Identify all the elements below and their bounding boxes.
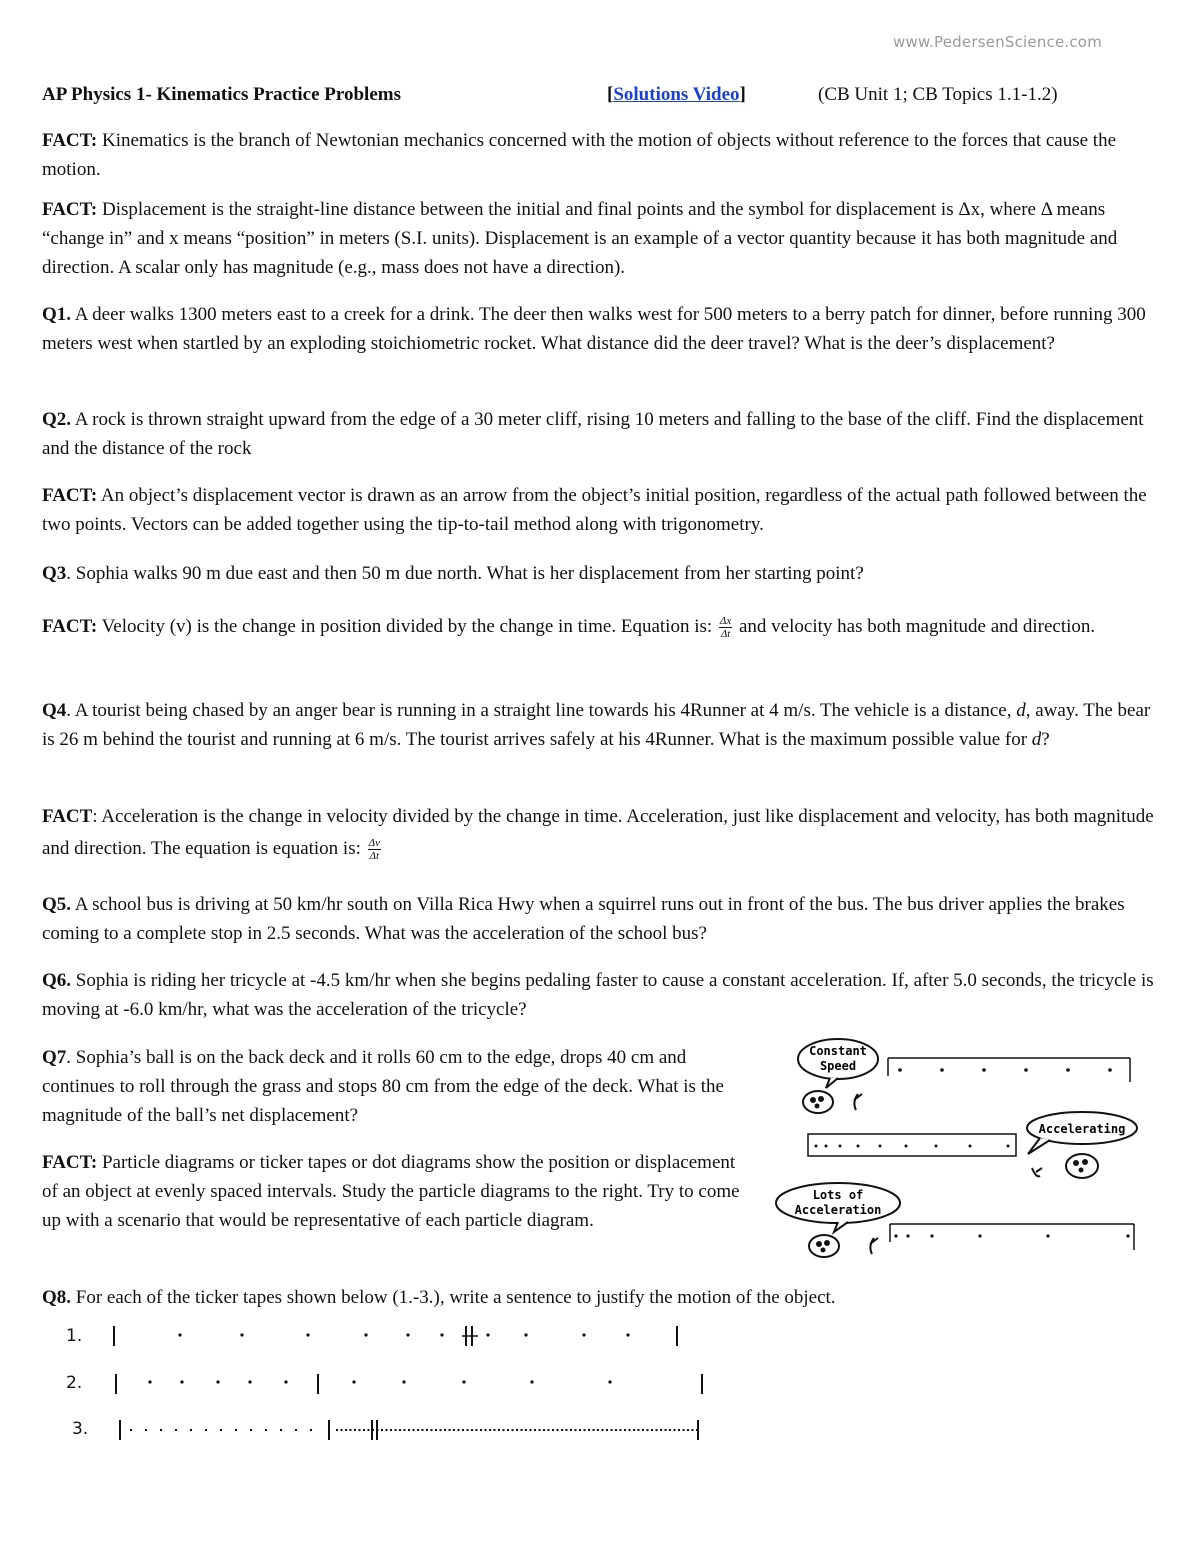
tape-2-label: 2. — [66, 1373, 83, 1393]
question-3 — [42, 559, 1158, 588]
question-text: Sophia is riding her tricycle at -4.5 km/hr when she begins pedaling faster to cause a constant acceleration. If, after 5.0 seconds, the tricycle is moving at -6.0 km/hr, what was the acceleration of the tricycle? — [42, 970, 1154, 1020]
fraction-numerator: Δv — [368, 837, 380, 850]
fact-label: FACT: — [42, 1152, 98, 1173]
fact-text: Particle diagrams or ticker tapes or dot diagrams show the position or displacement of an object at evenly spaced intervals. Study the particle diagrams to the right. Try to come up with a scenario that would be representative of each particle diagram. — [42, 1152, 740, 1231]
bubble-text: Speed — [819, 1059, 857, 1073]
fact-text: Velocity (v) is the change in position divided by the change in time. Equation is: — [97, 616, 717, 637]
bubble-text: Accelerating — [1038, 1122, 1126, 1136]
question-1 — [42, 300, 1158, 358]
question-text: . Sophia’s ball is on the back deck and it rolls 60 cm to the edge, drops 40 cm and continues to roll through the grass and stops 80 cm from the edge of the deck. What is the magnitude of the ball’s net displacement? — [42, 1047, 724, 1126]
fact-displacement-vector — [42, 481, 1158, 539]
fraction-denominator: Δt — [369, 850, 380, 863]
bracket-open: [ — [607, 84, 614, 105]
question-label: Q3 — [42, 563, 67, 584]
ticker-tape-1 — [114, 1326, 677, 1346]
question-text: , away. The bear is 26 m behind the tourist and running at 6 m/s. The tourist arrives safely at his 4Runner. What is the maximum possible value for — [42, 700, 1151, 750]
fact-velocity — [42, 610, 1158, 644]
fact-label: FACT: — [42, 199, 98, 220]
cb-info: (CB Unit 1; CB Topics 1.1-1.2) — [818, 84, 1058, 105]
question-4 — [42, 696, 1158, 754]
fact-displacement — [42, 195, 1158, 282]
tape-lots-of-acceleration — [890, 1224, 1134, 1250]
constant-speed-bubble — [798, 1039, 878, 1088]
tape-3-label: 3. — [72, 1419, 89, 1439]
acceleration-fraction — [368, 837, 381, 862]
solutions-link-wrapper — [607, 84, 746, 106]
question-label: Q4 — [42, 700, 67, 721]
fact-kinematics — [42, 126, 1158, 184]
fraction-numerator: Δx — [719, 615, 732, 628]
ticker-tapes — [100, 1318, 720, 1448]
critter-icon — [809, 1235, 878, 1257]
accelerating-bubble — [1027, 1112, 1137, 1154]
velocity-fraction — [719, 615, 732, 640]
ticker-tape-3 — [120, 1420, 698, 1440]
fact-label: FACT: — [42, 130, 98, 151]
fact-acceleration — [42, 801, 1158, 865]
question-label: Q7 — [42, 1047, 67, 1068]
question-text: For each of the ticker tapes shown below (1.-3.), write a sentence to justify the motion of the object. — [71, 1287, 836, 1308]
page-title: AP Physics 1- Kinematics Practice Problems — [42, 84, 401, 105]
question-label: Q8. — [42, 1287, 72, 1308]
fact-label: FACT: — [42, 485, 98, 506]
question-6 — [42, 966, 1158, 1024]
question-text: A rock is thrown straight upward from the edge of a 30 meter cliff, rising 10 meters and falling to the base of the cliff. Find the displacement and the distance of the rock — [42, 409, 1144, 459]
question-text: ? — [1041, 729, 1050, 750]
bubble-text: Lots of — [812, 1188, 864, 1202]
bracket-close: ] — [739, 84, 746, 105]
question-label: Q1. — [42, 304, 72, 325]
fact-text: : Acceleration is the change in velocity divided by the change in time. Acceleration, just like displacement and velocity, has both magnitude and direction. The equation is equation is: — [42, 806, 1154, 859]
question-text: A deer walks 1300 meters east to a creek for a drink. The deer then walks west for 500 meters to a berry patch for dinner, before running 300 meters west when startled by an exploding stoichiometric rocket. What distance did the deer travel? What is the deer’s displacement? — [42, 304, 1146, 354]
bubble-text: Constant — [809, 1044, 867, 1058]
variable-d: d — [1016, 700, 1026, 721]
question-label: Q6. — [42, 970, 72, 991]
fact-text: Kinematics is the branch of Newtonian mechanics concerned with the motion of objects without reference to the forces that cause the motion. — [42, 130, 1117, 180]
question-2 — [42, 405, 1158, 463]
fact-text-after: and velocity has both magnitude and direction. — [734, 616, 1096, 637]
tape-accelerating — [808, 1134, 1016, 1156]
solutions-video-link[interactable]: Solutions Video — [613, 84, 740, 105]
tape-constant-speed — [888, 1058, 1130, 1082]
critter-icon — [1032, 1154, 1098, 1178]
bubble-text: Acceleration — [794, 1203, 882, 1217]
fraction-denominator: Δt — [720, 628, 731, 641]
ticker-tape-2 — [116, 1374, 702, 1394]
fact-particle-diagrams — [42, 1148, 752, 1235]
question-text: . Sophia walks 90 m due east and then 50 m due north. What is her displacement from her starting point? — [66, 563, 864, 584]
question-text: A school bus is driving at 50 km/hr south on Villa Rica Hwy when a squirrel runs out in front of the bus. The bus driver applies the brakes coming to a complete stop in 2.5 seconds. What was the acceleration of the school bus? — [42, 894, 1125, 944]
fact-text: Displacement is the straight-line distance between the initial and final points and the symbol for displacement is Δx, where Δ means “change in” and x means “position” in meters (S.I. units). Displacement is an example of a vector quantity because it has both magnitude and direction. A scalar only has magnitude (e.g., mass does not have a direction). — [42, 199, 1118, 278]
question-7 — [42, 1043, 752, 1130]
question-8 — [42, 1283, 1158, 1312]
fact-label: FACT — [42, 806, 93, 827]
question-text: . A tourist being chased by an anger bear is running in a straight line towards his 4Runner at 4 m/s. The vehicle is a distance, — [66, 700, 1017, 721]
site-url: www.PedersenScience.com — [893, 33, 1102, 51]
question-label: Q2. — [42, 409, 72, 430]
critter-icon — [803, 1091, 862, 1113]
question-5 — [42, 890, 1158, 948]
variable-d: d — [1031, 729, 1042, 750]
fact-text: An object’s displacement vector is drawn as an arrow from the object’s initial position, regardless of the actual path followed between the two points. Vectors can be added together using the tip-to-tail method along with trigonometry. — [42, 485, 1147, 535]
fact-label: FACT: — [42, 616, 98, 637]
question-label: Q5. — [42, 894, 72, 915]
tape-1-label: 1. — [66, 1326, 83, 1346]
lots-of-acceleration-bubble — [776, 1183, 900, 1232]
particle-diagrams-illustration — [770, 1036, 1150, 1266]
